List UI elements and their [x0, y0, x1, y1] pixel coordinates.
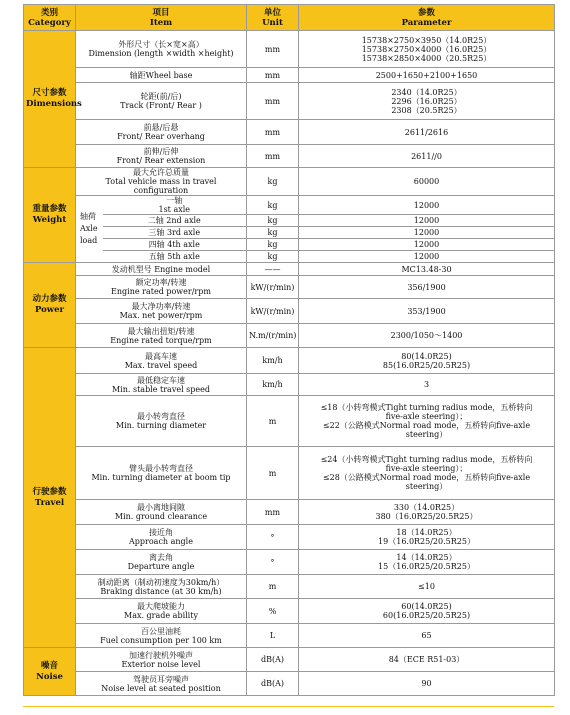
table-row — [24, 145, 555, 168]
param-cell: 80(14.0R25) 85(16.0R25/20.5R25) — [299, 348, 555, 374]
table-header-row — [24, 5, 555, 31]
item-cell: 最大输出扭矩/转速 Engine rated torque/rpm — [76, 324, 247, 348]
table-row — [24, 215, 555, 227]
param-cell: 65 — [299, 624, 555, 648]
item-cell: 前伸/后伸 Front/ Rear extension — [76, 145, 247, 168]
category-travel: 行驶参数 Travel — [24, 348, 76, 648]
unit-cell: ° — [247, 525, 299, 550]
item-cell: 最小转弯直径 Min. turning diameter — [76, 396, 247, 447]
unit-cell: mm — [247, 68, 299, 83]
param-cell: ≤24（小转弯模式Tight turning radius mode，五桥转向 five-axle steering）； ≤28（公路模式Normal road mode，五桥转向five-axle steering） — [299, 447, 555, 500]
unit-cell: km/h — [247, 374, 299, 396]
param-cell: 12000 — [299, 251, 555, 263]
item-cell: 臂头最小转弯直径 Min. turning diameter at boom tip — [76, 447, 247, 500]
unit-cell: kg — [247, 251, 299, 263]
unit-cell: N.m/(r/min) — [247, 324, 299, 348]
item-cell: 离去角 Departure angle — [76, 550, 247, 575]
table-row — [24, 276, 555, 299]
param-cell: 3 — [299, 374, 555, 396]
param-cell: 2500+1650+2100+1650 — [299, 68, 555, 83]
item-cell: 接近角 Approach angle — [76, 525, 247, 550]
table-row — [24, 263, 555, 276]
item-cell: 加速行驶机外噪声 Exterior noise level — [76, 648, 247, 672]
param-cell: 353/1900 — [299, 299, 555, 324]
unit-cell: % — [247, 599, 299, 624]
param-cell: 12000 — [299, 215, 555, 227]
unit-cell: mm — [247, 500, 299, 525]
item-cell: 轮距(前/后) Track (Front/ Rear ) — [76, 83, 247, 120]
table-row — [24, 396, 555, 447]
category-noise: 噪音 Noise — [24, 648, 76, 696]
table-row — [24, 83, 555, 120]
unit-cell: kg — [247, 239, 299, 251]
item-cell: 外形尺寸（长×宽×高） Dimension (length ×width ×height) — [76, 31, 247, 68]
param-cell: 18（14.0R25） 19（16.0R25/20.5R25） — [299, 525, 555, 550]
table-row — [24, 447, 555, 500]
header-parameter: 参数 Parameter — [299, 5, 555, 31]
item-cell: 制动距离（制动初速度为30km/h） Braking distance (at 30 km/h) — [76, 575, 247, 599]
unit-cell: dB(A) — [247, 648, 299, 672]
category-power: 动力参数 Power — [24, 263, 76, 348]
unit-cell: dB(A) — [247, 672, 299, 696]
axle-item: 四轴 4th axle — [103, 239, 247, 251]
unit-cell: kg — [247, 215, 299, 227]
table-row — [24, 599, 555, 624]
table-row — [24, 120, 555, 145]
param-cell: 356/1900 — [299, 276, 555, 299]
axle-item: 一轴 1st axle — [103, 196, 247, 215]
param-cell: 90 — [299, 672, 555, 696]
item-cell: 前悬/后悬 Front/ Rear overhang — [76, 120, 247, 145]
item-cell: 最低稳定车速 Min. stable travel speed — [76, 374, 247, 396]
unit-cell: mm — [247, 83, 299, 120]
header-item: 项目 Item — [76, 5, 247, 31]
param-cell: 2611/2616 — [299, 120, 555, 145]
axle-item: 二轴 2nd axle — [103, 215, 247, 227]
unit-cell: km/h — [247, 348, 299, 374]
param-cell: 2300/1050～1400 — [299, 324, 555, 348]
header-category: 类别 Category — [24, 5, 76, 31]
axle-load-label: 轴荷 Axle load — [76, 196, 103, 263]
table-row — [24, 68, 555, 83]
unit-cell: kW/(r/min) — [247, 276, 299, 299]
param-cell: 330（14.0R25） 380（16.0R25/20.5R25） — [299, 500, 555, 525]
unit-cell: m — [247, 575, 299, 599]
bottom-divider — [23, 706, 554, 707]
unit-cell: kg — [247, 227, 299, 239]
table-row — [24, 31, 555, 68]
unit-cell: L — [247, 624, 299, 648]
table-row — [24, 251, 555, 263]
axle-item: 三轴 3rd axle — [103, 227, 247, 239]
unit-cell: mm — [247, 31, 299, 68]
unit-cell: m — [247, 447, 299, 500]
param-cell: 2340（14.0R25） 2296（16.0R25） 2308（20.5R25） — [299, 83, 555, 120]
param-cell: ≤10 — [299, 575, 555, 599]
table-row — [24, 324, 555, 348]
header-unit: 单位 Unit — [247, 5, 299, 31]
unit-cell: m — [247, 396, 299, 447]
unit-cell: —— — [247, 263, 299, 276]
table-row — [24, 575, 555, 599]
spec-table — [23, 4, 555, 696]
category-dimensions: 尺寸参数 Dimensions — [24, 31, 76, 168]
axle-item: 五轴 5th axle — [103, 251, 247, 263]
param-cell: MC13.48-30 — [299, 263, 555, 276]
table-row — [24, 227, 555, 239]
category-weight: 重量参数 Weight — [24, 168, 76, 263]
table-row — [24, 348, 555, 374]
item-cell: 发动机型号 Engine model — [76, 263, 247, 276]
table-row — [24, 500, 555, 525]
param-cell: 60000 — [299, 168, 555, 196]
unit-cell: kg — [247, 168, 299, 196]
param-cell: 12000 — [299, 227, 555, 239]
unit-cell: kg — [247, 196, 299, 215]
table-row — [24, 168, 555, 196]
item-cell: 最大允许总质量 Total vehicle mass in travel configuration — [76, 168, 247, 196]
table-row — [24, 624, 555, 648]
item-cell: 最小离地间隙 Min. ground clearance — [76, 500, 247, 525]
table-row — [24, 299, 555, 324]
unit-cell: mm — [247, 145, 299, 168]
item-cell: 驾驶员耳旁噪声 Noise level at seated position — [76, 672, 247, 696]
item-cell: 百公里油耗 Fuel consumption per 100 km — [76, 624, 247, 648]
table-row — [24, 525, 555, 550]
param-cell: 14（14.0R25） 15（16.0R25/20.5R25） — [299, 550, 555, 575]
param-cell: 12000 — [299, 239, 555, 251]
param-cell: ≤18（小转弯模式Tight turning radius mode，五桥转向 five-axle steering）； ≤22（公路模式Normal road mode，五桥转向five-axle steering） — [299, 396, 555, 447]
item-cell: 最大净功率/转速 Max. net power/rpm — [76, 299, 247, 324]
param-cell: 60(14.0R25) 60(16.0R25/20.5R25) — [299, 599, 555, 624]
param-cell: 15738×2750×3950（14.0R25） 15738×2750×4000（16.0R25） 15738×2850×4000（20.5R25） — [299, 31, 555, 68]
table-row — [24, 196, 555, 215]
table-row — [24, 672, 555, 696]
unit-cell: ° — [247, 550, 299, 575]
unit-cell: mm — [247, 120, 299, 145]
table-row — [24, 239, 555, 251]
param-cell: 84（ECE R51-03） — [299, 648, 555, 672]
table-row — [24, 550, 555, 575]
unit-cell: kW/(r/min) — [247, 299, 299, 324]
table-row — [24, 648, 555, 672]
param-cell: 2611//0 — [299, 145, 555, 168]
param-cell: 12000 — [299, 196, 555, 215]
table-row — [24, 374, 555, 396]
item-cell: 最大爬坡能力 Max. grade ability — [76, 599, 247, 624]
item-cell: 额定功率/转速 Engine rated power/rpm — [76, 276, 247, 299]
item-cell: 最高车速 Max. travel speed — [76, 348, 247, 374]
item-cell: 轴距Wheel base — [76, 68, 247, 83]
